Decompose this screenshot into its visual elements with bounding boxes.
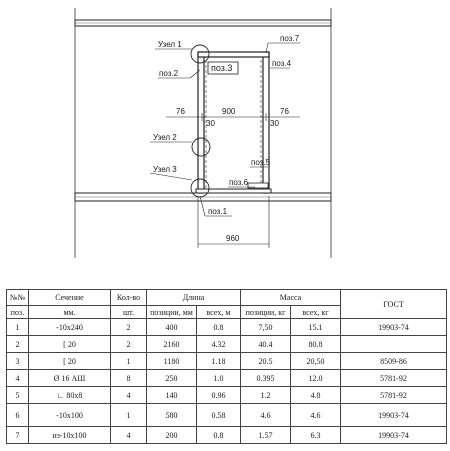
cell-len-pos: 400 [147, 319, 197, 336]
label-pos3: поз.3 [211, 63, 233, 73]
cell-len-all: 0.58 [197, 404, 241, 427]
label-node1: Узел 1 [158, 40, 182, 49]
cell-len-pos: 1180 [147, 353, 197, 370]
dim-30-left: 30 [206, 119, 215, 128]
cell-len-pos: 140 [147, 387, 197, 404]
cell-mass-pos: 0.395 [241, 370, 291, 387]
cell-qty: 1 [111, 353, 147, 370]
table-row [7, 319, 447, 336]
cell-mass-all: 12.0 [291, 370, 341, 387]
table-row [7, 353, 447, 370]
table-row [7, 404, 447, 427]
cell-pos: 1 [7, 319, 29, 336]
cell-gost: 19903-74 [341, 404, 447, 427]
cell-mass-pos: 4.6 [241, 404, 291, 427]
base-plate [196, 189, 271, 193]
label-node2: Узел 2 [153, 133, 177, 142]
cell-mass-pos: 20.5 [241, 353, 291, 370]
cell-gost: 5781-92 [341, 370, 447, 387]
dim-76-left: 76 [176, 107, 185, 116]
cell-len-pos: 250 [147, 370, 197, 387]
table-row [7, 370, 447, 387]
cell-gost: 8509-86 [341, 353, 447, 370]
cell-gost: 19903-74 [341, 427, 447, 444]
cell-mass-all: 6.3 [291, 427, 341, 444]
header-length: Длина [147, 290, 241, 306]
cell-section: [ 20 [29, 336, 111, 353]
frame-right-post [263, 52, 269, 193]
cell-len-pos: 580 [147, 404, 197, 427]
cell-mass-all: 4.8 [291, 387, 341, 404]
cell-mass-pos: 7,50 [241, 319, 291, 336]
cell-mass-pos: 1.2 [241, 387, 291, 404]
cell-pos: 3 [7, 353, 29, 370]
cell-len-pos: 2160 [147, 336, 197, 353]
label-pos1: поз.1 [208, 207, 228, 216]
table-row [7, 336, 447, 353]
header-gost: ГОСТ [341, 290, 447, 319]
label-pos4: поз.4 [272, 59, 292, 68]
cell-mass-all: 20,50 [291, 353, 341, 370]
cell-qty: 1 [111, 404, 147, 427]
subheader-len-total: всех, м [197, 306, 241, 319]
cell-len-all: 0.8 [197, 427, 241, 444]
table-row [7, 387, 447, 404]
table-header-row [7, 290, 447, 306]
cell-section: ∟ 80x8 [29, 387, 111, 404]
cell-section: из-10x100 [29, 427, 111, 444]
dim-960: 960 [226, 234, 240, 243]
cell-gost [341, 336, 447, 353]
table-row [7, 427, 447, 444]
cell-len-all: 1.0 [197, 370, 241, 387]
subheader-section: мм. [29, 306, 111, 319]
cell-section: Ø 16 АШ [29, 370, 111, 387]
cell-gost: 19903-74 [341, 319, 447, 336]
leader-node3 [150, 173, 192, 180]
label-pos5: поз.5 [251, 158, 271, 167]
dim-30-right: 30 [270, 119, 279, 128]
header-section: Сечение [29, 290, 111, 306]
cell-qty: 4 [111, 387, 147, 404]
subheader-mass-total: всех, кг [291, 306, 341, 319]
cell-section: -10x240 [29, 319, 111, 336]
frame-left-post [198, 52, 204, 193]
cell-pos: 5 [7, 387, 29, 404]
label-pos6: поз.6 [229, 178, 249, 187]
cell-len-all: 0.8 [197, 319, 241, 336]
dim-900: 900 [222, 107, 236, 116]
cell-pos: 6 [7, 404, 29, 427]
cell-mass-all: 80.8 [291, 336, 341, 353]
cell-len-all: 0.96 [197, 387, 241, 404]
cell-qty: 2 [111, 319, 147, 336]
subheader-len-pos: позиции, мм [147, 306, 197, 319]
subheader-num: поз. [7, 306, 29, 319]
specification-table [6, 289, 447, 444]
cell-qty: 4 [111, 427, 147, 444]
cell-mass-all: 15.1 [291, 319, 341, 336]
header-mass: Масса [241, 290, 341, 306]
cell-gost: 5781-92 [341, 387, 447, 404]
cell-mass-all: 4.6 [291, 404, 341, 427]
cell-mass-pos: 1.57 [241, 427, 291, 444]
cell-qty: 8 [111, 370, 147, 387]
cell-pos: 4 [7, 370, 29, 387]
cell-mass-pos: 40.4 [241, 336, 291, 353]
subheader-count: шт. [111, 306, 147, 319]
label-node3: Узел 3 [153, 165, 177, 174]
label-pos2: поз.2 [159, 69, 179, 78]
header-num: №№ [7, 290, 29, 306]
header-count: Кол-во [111, 290, 147, 306]
dim-76-right: 76 [280, 107, 289, 116]
cell-len-pos: 200 [147, 427, 197, 444]
cell-section: -10x100 [29, 404, 111, 427]
cell-pos: 2 [7, 336, 29, 353]
cell-pos: 7 [7, 427, 29, 444]
subheader-mass-pos: позиции, кг [241, 306, 291, 319]
cell-len-all: 1.18 [197, 353, 241, 370]
cell-section: [ 20 [29, 353, 111, 370]
label-pos7: поз.7 [280, 34, 300, 43]
cell-qty: 2 [111, 336, 147, 353]
cell-len-all: 4.32 [197, 336, 241, 353]
